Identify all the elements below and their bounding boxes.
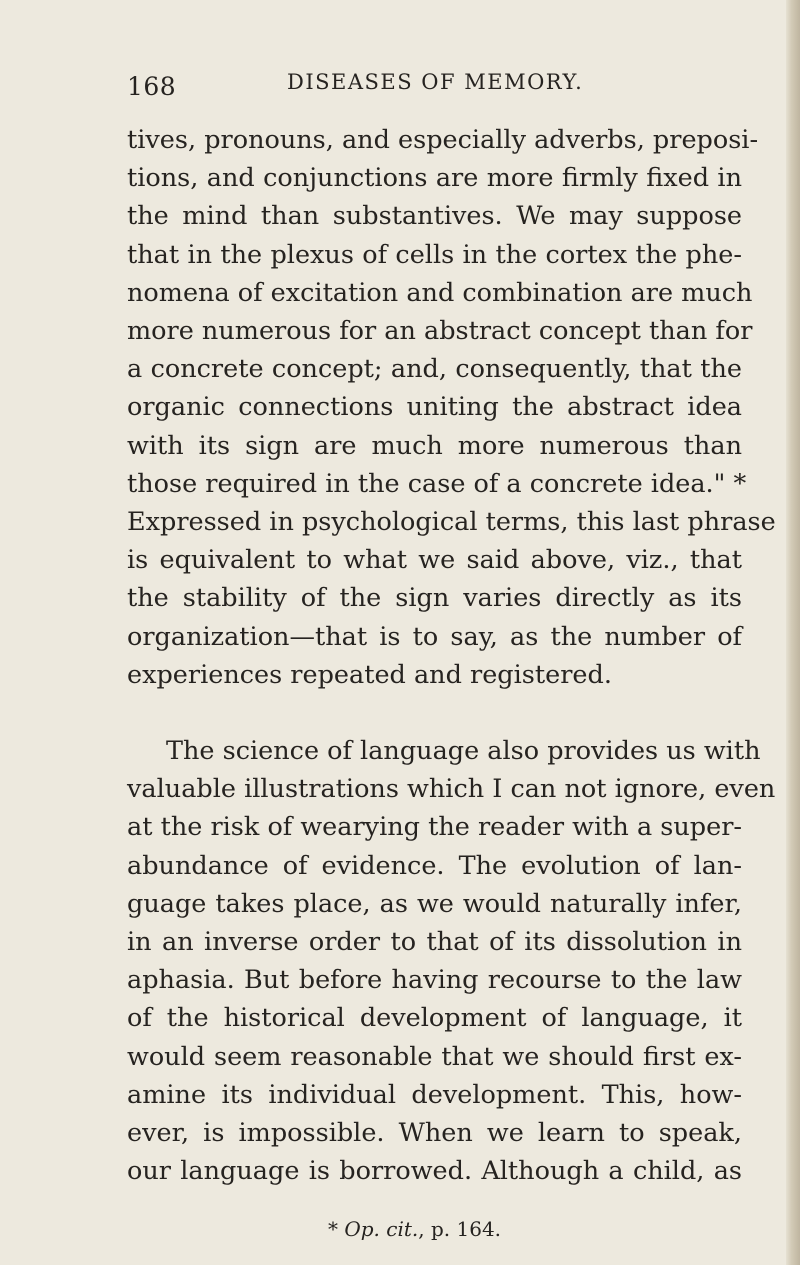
text-line: the mind than substantives. We may suppose (127, 201, 742, 232)
running-head: DISEASES OF MEMORY. (287, 70, 584, 94)
text-line: with its sign are much more numerous than (127, 430, 742, 461)
text-line: amine its individual development. This, how- (127, 1079, 742, 1110)
paragraph-spacer (127, 694, 742, 732)
text-line: tives, pronouns, and especially adverbs, preposi- (127, 125, 759, 155)
text-line: more numerous for an abstract concept than for (127, 316, 753, 347)
text-line: valuable illustrations which I can not ignore, even (127, 774, 776, 805)
text-line: guage takes place, as we would naturally infer, (127, 888, 742, 919)
footnote-marker: * (328, 1217, 338, 1241)
text-line: organization—that is to say, as the number of (127, 621, 742, 652)
text-line: a concrete concept; and, consequently, that the (127, 354, 742, 385)
paragraph-2 (127, 732, 776, 1190)
footnote (328, 1217, 501, 1241)
text-line: the stability of the sign varies directly as its (127, 583, 742, 614)
text-line: is equivalent to what we said above, viz., that (127, 545, 742, 576)
text-line: in an inverse order to that of its dissolution in (127, 927, 742, 958)
footnote-citation: Op. cit. (344, 1217, 419, 1241)
text-line: experiences repeated and registered. (127, 659, 612, 690)
paragraph-1 (127, 121, 776, 694)
text-line: abundance of evidence. The evolution of lan- (127, 850, 742, 881)
body-text (127, 121, 776, 1190)
page-number: 168 (127, 72, 177, 101)
text-line: nomena of excitation and combination are much (127, 277, 753, 308)
text-line: The science of language also provides us with (166, 736, 761, 767)
text-line: aphasia. But before having recourse to the law (127, 965, 742, 996)
text-line: those required in the case of a concrete idea." * (127, 468, 747, 499)
text-line: tions, and conjunctions are more firmly fixed in (127, 163, 742, 194)
page-header (127, 68, 747, 104)
text-line: Expressed in psychological terms, this last phrase (127, 507, 776, 538)
text-line: ever, is impossible. When we learn to speak, (127, 1118, 742, 1149)
text-line: would seem reasonable that we should first ex- (127, 1041, 742, 1072)
footnote-page-ref: , p. 164. (418, 1217, 502, 1241)
text-line: of the historical development of language, it (127, 1003, 742, 1034)
text-line: at the risk of wearying the reader with a super- (127, 812, 742, 843)
page-edge-shadow (786, 0, 800, 1265)
text-line: organic connections uniting the abstract idea (127, 392, 742, 423)
text-line: our language is borrowed. Although a child, as (127, 1156, 742, 1187)
text-line: that in the plexus of cells in the cortex the phe- (127, 239, 742, 270)
